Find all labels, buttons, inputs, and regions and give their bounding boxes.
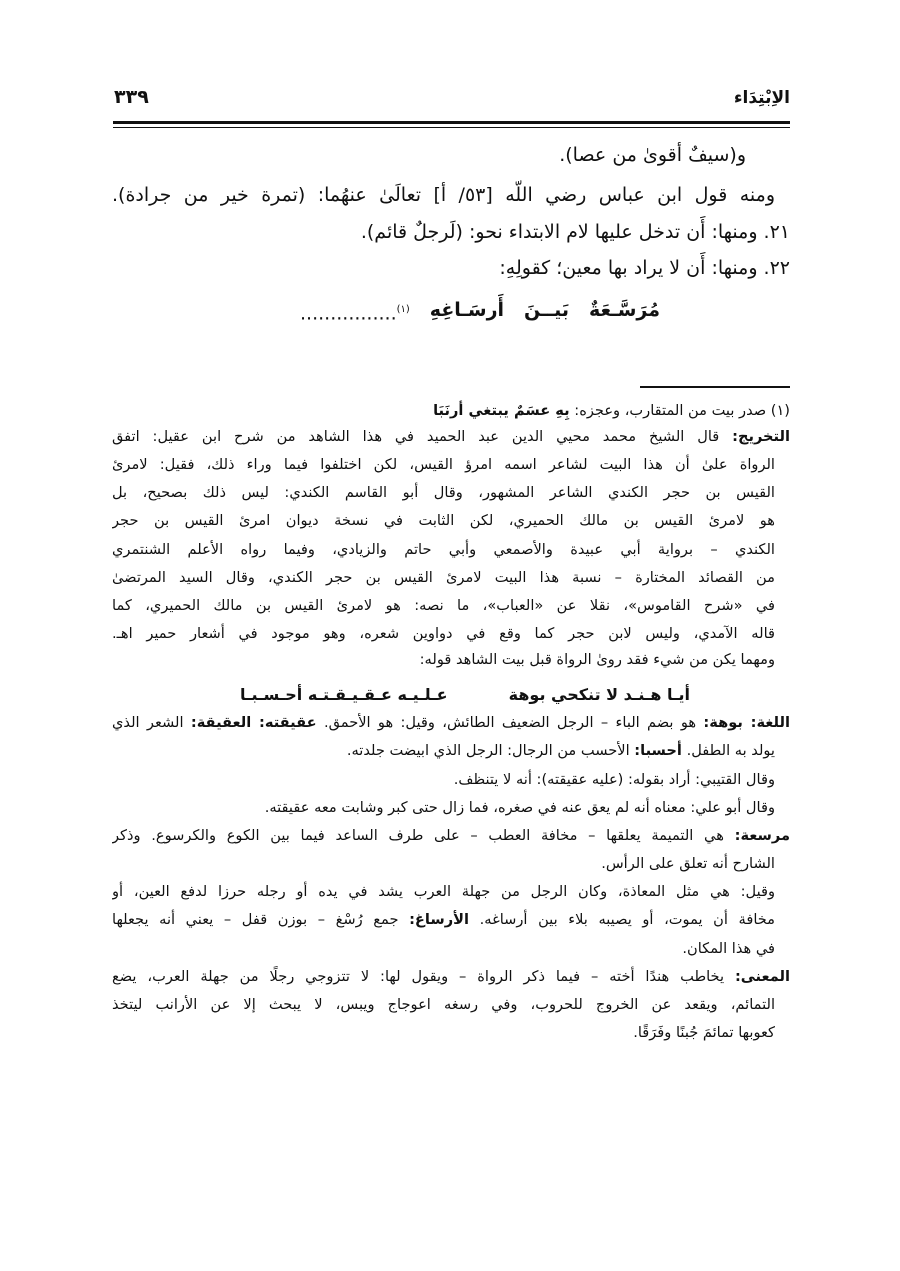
footnote-line (420, 647, 775, 673)
bold-term: المعنى: (734, 968, 790, 985)
footnote-line (112, 621, 775, 647)
text-segment: هي التميمة يعلقها – مخافة العطب – على طرف الساعد فيما بين الكوع والكرسوع. وذكر (112, 827, 735, 844)
text-segment: هو لامرئ القيس بن مالك الحميري، لكن الثابت في نسخة ديوان امرئ القيس بن حجر (112, 512, 775, 529)
text-segment: الشعر الذي (112, 714, 191, 731)
bold-term: الأرساغ: (409, 911, 470, 928)
main-text-line (499, 253, 790, 283)
verse-omission-dots: ................ (300, 302, 397, 325)
text-segment: (١) صدر بيت من المتقارب، وعجزه: (569, 402, 790, 419)
main-text-line (112, 180, 775, 210)
footnote-line (112, 565, 775, 591)
footnote-line (265, 795, 775, 821)
header-double-rule (113, 121, 790, 128)
text-segment: ومنه قول ابن عباس رضي اللَّه [٥٣/ أ] تعالَىٰ عنهُما: (تمرة خير من جرادة). (112, 184, 775, 206)
footnote-line (633, 1020, 775, 1046)
text-segment: قاله الآمدي، وليس لابن حجر كما وقع في دواوين شعره، وهو موجود في أشعار حمير اهـ. (112, 625, 775, 642)
text-segment: في «شرح القاموس»، نقلا عن «العباب»، ما نصه: هو لامرئ القيس بن مالك الحميري، كما (112, 597, 775, 614)
text-segment: التمائم، ويقعد عن الخروج للحروب، وفي رسغه اعوجاج ويبس، لا يبحث إلا عن الأرانب ليتخذ (112, 996, 775, 1013)
text-segment: ٢١. ومنها: أَن تدخل عليها لام الابتداء نحو: (لَرجلٌ قائم). (360, 221, 790, 243)
verse-word: أَرسَـاغِهِ (429, 299, 505, 321)
text-segment: ومهما يكن من شيء فقد روىٰ الرواة قبل بيت الشاهد قوله: (419, 651, 775, 668)
footnote-line (112, 823, 790, 849)
text-segment: يولد به الطفل. (681, 742, 775, 759)
text-segment: و(سيفٌ أقوىٰ من عصا). (559, 144, 746, 166)
verse-word: مُرَسَّـعَةٌ (588, 299, 660, 321)
text-segment: كعوبها تمائمَ جُبنًا وفَرَقًا. (633, 1024, 775, 1041)
footnote-line (112, 879, 775, 905)
footnote-reference[interactable]: (١) (396, 304, 410, 315)
bold-term: مرسعة: (734, 827, 790, 844)
footnote-verse (240, 682, 690, 708)
page-number: ٣٣٩ (114, 86, 149, 108)
text-segment: قال الشيخ محمد محيي الدين عبد الحميد في هذا الشاهد من شرح ابن عقيل: اتفق (112, 428, 733, 445)
bold-term: أحسبا: (634, 742, 682, 759)
footnote-line (682, 936, 775, 962)
text-segment: وقال القتيبي: أراد بقوله: (عليه عقيقته): أنه لا يتنظف. (453, 771, 775, 788)
footnote-line (112, 452, 775, 478)
verse-first-hemistich: أيـا هـنـد لا تنكحي بوهة (508, 685, 690, 704)
bold-term: عقيقته: العقيقة: (190, 714, 317, 731)
text-segment: هو بضم الباء – الرجل الضعيف الطائش، وقيل: هو الأحمق. (316, 714, 704, 731)
text-segment: في هذا المكان. (682, 940, 775, 957)
verse-word: بَيــنَ (524, 299, 570, 321)
text-segment: من القصائد المختارة – نسبة هذا البيت لامرئ القيس بن حجر الكندي، وقال السيد المرتضىٰ (112, 569, 775, 586)
text-segment: الكندي – برواية أبي عبيدة والأصمعي وأبي حاتم والزيادي، وفيما رواه الأعلم الشنتمري (112, 541, 775, 558)
footnote-line (601, 851, 775, 877)
text-segment: يخاطب هندًا أخته – فيما ذكر الرواة – ويقول لها: لا تتزوجي رجلًا من جهلة العرب، يضع (112, 968, 735, 985)
text-segment: الرواة علىٰ أن هذا البيت لشاعر اسمه امرؤ القيس، لكن اختلفوا فيما وراء ذلك، فقيل: لامرئ (112, 456, 775, 473)
text-segment: وقيل: هي مثل المعاذة، وكان الرجل من جهلة العرب يشد في يده أو رجله حرزا لدفع العين، أو (112, 883, 775, 900)
main-text-line (361, 217, 790, 247)
footnote-line (433, 398, 790, 424)
footnote-line (112, 508, 775, 534)
text-segment: الأحسب من الرجال: الرجل الذي ابيضت جلدته. (346, 742, 635, 759)
footnote-line (112, 537, 775, 563)
footnote-separator (640, 386, 790, 388)
footnote-line (112, 992, 775, 1018)
running-title: الاِبْتِدَاء (733, 88, 790, 108)
footnote-line (112, 480, 775, 506)
bold-term: التخريج: (732, 428, 790, 445)
footnote-line (112, 710, 790, 736)
text-segment: الشارح أنه تعلق على الرأس. (601, 855, 775, 872)
footnote-line (112, 424, 790, 450)
bold-term: بِهِ عسَمٌ يبتغي أرنَبَا (433, 402, 570, 419)
main-text-line (559, 140, 746, 170)
text-segment: وقال أبو علي: معناه أنه لم يعق عنه في صغره، فما زال حتى كبر وشابت معه عقيقته. (264, 799, 775, 816)
footnote-line (454, 767, 775, 793)
verse-second-hemistich: عـلـيـه عـقـيـقـتـه أحـسـبـا (240, 685, 448, 704)
verse-line (300, 295, 660, 325)
text-segment: مخافة أن يموت، أو يصيبه بلاء بين أرساغه. (469, 911, 775, 928)
footnote-line (347, 738, 775, 764)
text-segment: القيس بن حجر الكندي الشاعر المشهور، وقال أبو القاسم الكندي: ليس ذلك بصحيح، بل (112, 484, 775, 501)
bold-term: اللغة: بوهة: (703, 714, 790, 731)
text-segment: ٢٢. ومنها: أَن لا يراد بها معين؛ كقولِهِ: (499, 257, 790, 279)
footnote-line (112, 964, 790, 990)
footnote-line (112, 593, 775, 619)
footnote-line (112, 907, 775, 933)
text-segment: جمع رُسْغ – بوزن قفل – يعني أنه يجعلها (112, 911, 410, 928)
